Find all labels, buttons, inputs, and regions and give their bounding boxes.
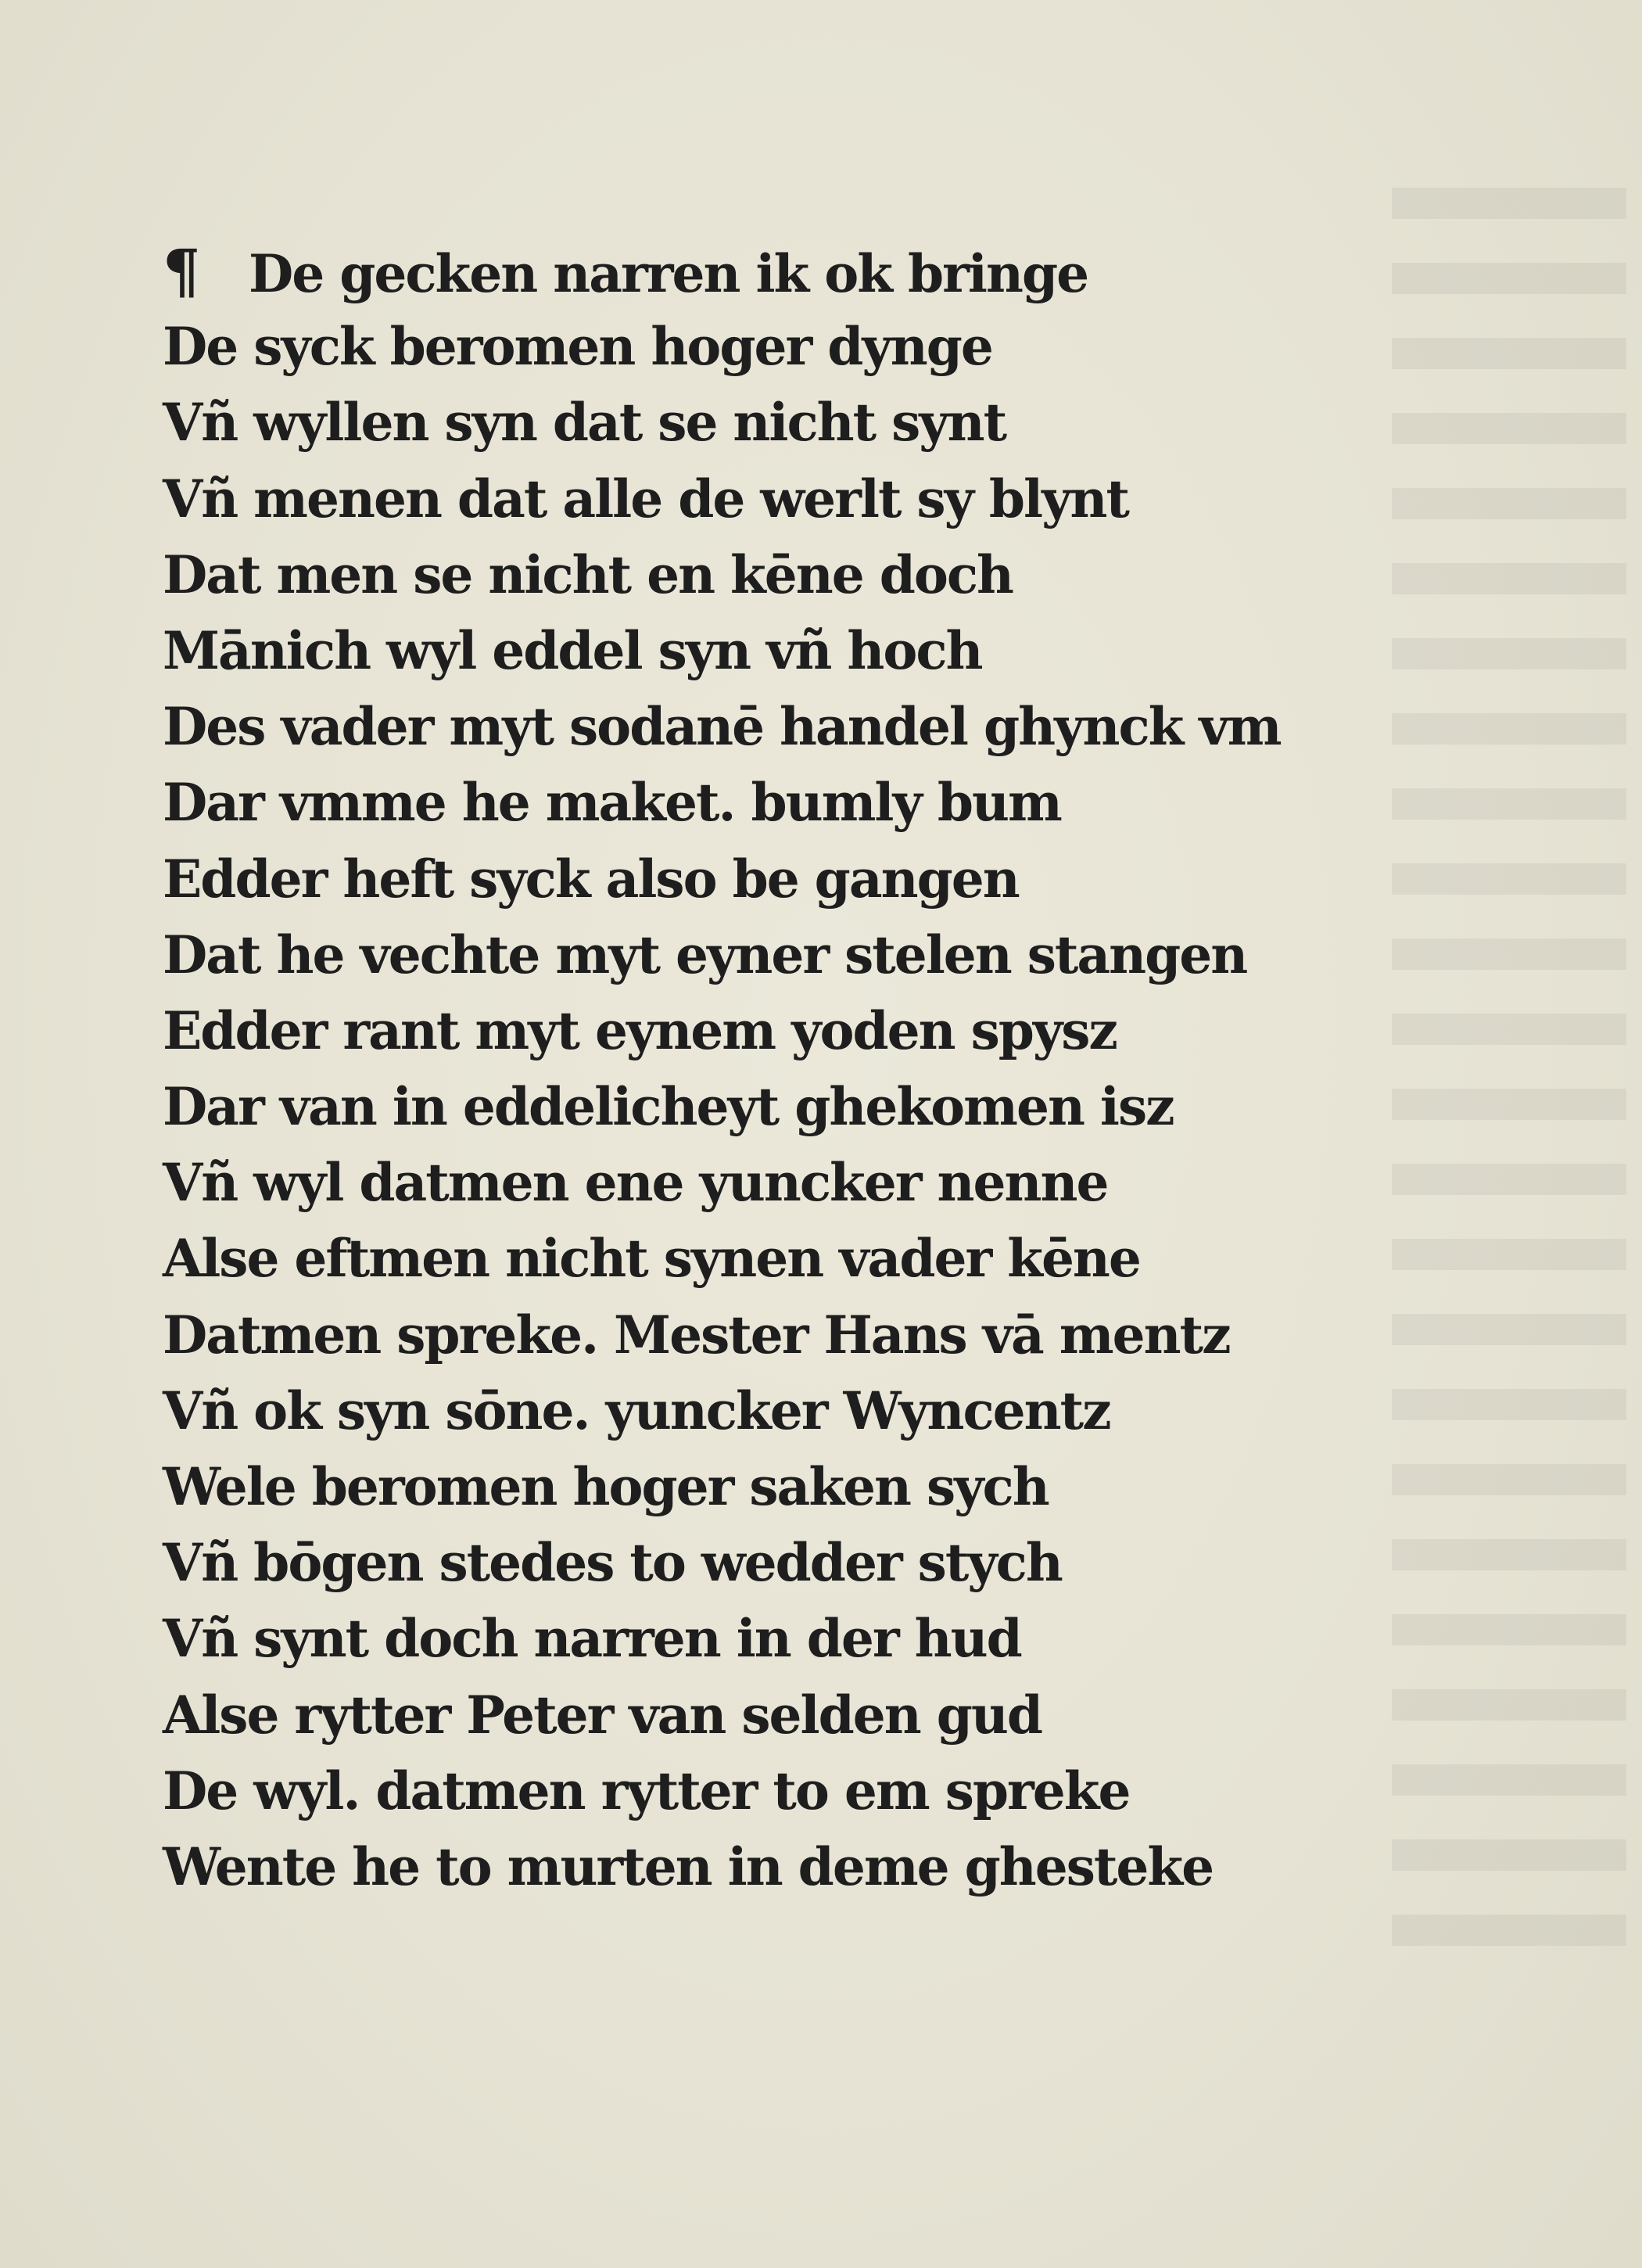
verse-text xyxy=(163,233,1281,1905)
verse-line: Vñ wyllen syn dat se nicht synt xyxy=(163,392,1006,454)
verse-line: Edder heft syck also be gangen xyxy=(163,848,1019,910)
verse-line: De syck beromen hoger dynge xyxy=(163,316,992,378)
verse-line: Edder rant myt eynem yoden spysz xyxy=(163,999,1117,1061)
verse-line-text: De gecken narren ik ok bringe xyxy=(249,243,1088,304)
verse-line: De wyl. datmen rytter to em spreke xyxy=(163,1760,1130,1821)
verse-line xyxy=(163,233,1281,309)
verse-line: Dar vmme he maket. bumly bum xyxy=(163,772,1061,834)
verse-line: Vñ synt doch narren in der hud xyxy=(163,1608,1021,1670)
show-through-shadow xyxy=(1392,188,1626,1986)
verse-line: Vñ bōgen stedes to wedder stych xyxy=(163,1532,1062,1594)
verse-line: Vñ wyl datmen ene yuncker nenne xyxy=(163,1152,1108,1214)
verse-line: Mānich wyl eddel syn vñ hoch xyxy=(163,619,982,681)
verse-line: Vñ menen dat alle de werlt sy blynt xyxy=(163,468,1128,529)
verse-line: Dat men se nicht en kēne doch xyxy=(163,544,1013,605)
verse-line: Datmen spreke. Mester Hans vā mentz xyxy=(163,1304,1230,1365)
verse-line: Dar van in eddelicheyt ghekomen isz xyxy=(163,1076,1174,1138)
verse-line: Wente he to murten in deme ghesteke xyxy=(163,1836,1214,1897)
verse-line: Dat he vechte myt eyner stelen stangen xyxy=(163,924,1247,985)
paragraph-mark-icon: ¶ xyxy=(163,236,199,306)
verse-line: Des vader myt sodanē handel ghynck vm xyxy=(163,696,1281,758)
verse-line: Alse eftmen nicht synen vader kēne xyxy=(163,1228,1140,1290)
verse-line: Alse rytter Peter van selden gud xyxy=(163,1684,1041,1746)
verse-line: Vñ ok syn sōne. yuncker Wyncentz xyxy=(163,1380,1110,1441)
verse-line: Wele beromen hoger saken sych xyxy=(163,1456,1049,1517)
